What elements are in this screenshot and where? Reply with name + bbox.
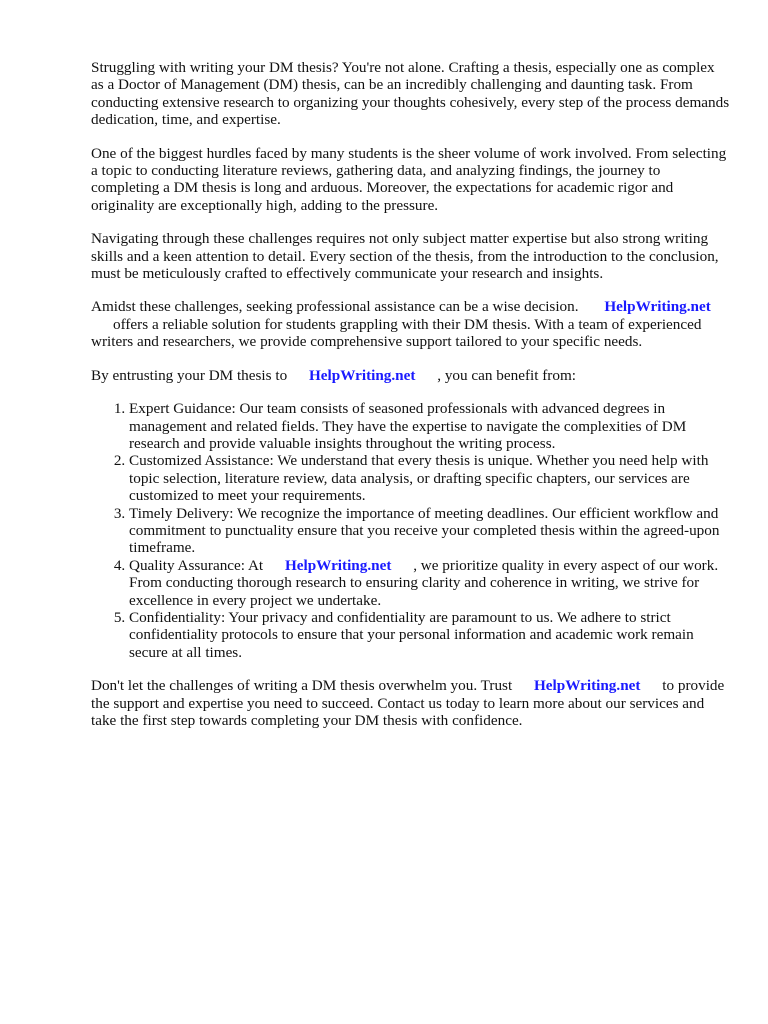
list-item: 1. Expert Guidance: Our team consists of seasoned professionals with advanced degrees in management and related fields. They have the expertise to navigate the complexities of DM research and provide valuable insights throughout the writing process.: [129, 400, 731, 452]
challenges-paragraph: Navigating through these challenges requires not only subject matter expertise but also strong writing skills and a keen attention to detail. Every section of the thesis, from the introduction to the conclusion, must be meticulously crafted to effectively communicate your research and insights.: [91, 230, 719, 283]
list-item: 5. Confidentiality: Your privacy and confidentiality are paramount to us. We adhere to strict confidentiality protocols to ensure that your personal information and academic work remain secure at all times.: [129, 609, 731, 661]
helpwriting-link[interactable]: HelpWriting.net: [284, 556, 392, 574]
document-body: [91, 59, 731, 745]
benefit-intro-paragraph: [91, 367, 731, 384]
list-item: [129, 557, 731, 609]
assistance-paragraph: [91, 298, 731, 350]
closing-text-before: Don't let the challenges of writing a DM thesis overwhelm you. Trust: [91, 677, 513, 695]
helpwriting-link[interactable]: HelpWriting.net: [308, 366, 416, 384]
helpwriting-link[interactable]: HelpWriting.net: [604, 298, 711, 316]
benefit-intro-before: By entrusting your DM thesis to: [91, 366, 288, 384]
benefits-list: [91, 400, 731, 661]
assistance-text-after: offers a reliable solution for students grappling with their DM thesis. With a team of experienced writers and researchers, we provide comprehensive support tailored to your specific needs.: [91, 315, 702, 351]
list-item: 2. Customized Assistance: We understand that every thesis is unique. Whether you need help with topic selection, literature review, data analysis, or drafting specific chapters, our services are customized to meet your requirements.: [129, 452, 731, 504]
quality-text-after: , we prioritize quality in every aspect of our work. From conducting thorough research to ensuring clarity and coherence in writing, we strive for excellence in every project we undertake.: [129, 556, 719, 609]
closing-text-after: to provide the support and expertise you need to succeed. Contact us today to learn more about our services and take the first step towards completing your DM thesis with confidence.: [91, 677, 725, 729]
helpwriting-link[interactable]: HelpWriting.net: [533, 677, 641, 695]
intro-paragraph: Struggling with writing your DM thesis? You're not alone. Crafting a thesis, especially one as complex as a Doctor of Management (DM) thesis, can be an incredibly challenging and daunting task. From conducting extensive research to organizing your thoughts cohesively, every step of the process demands dedication, time, and expertise.: [91, 59, 730, 129]
list-item: 3. Timely Delivery: We recognize the importance of meeting deadlines. Our efficient workflow and commitment to punctuality ensure that you receive your completed thesis within the agreed-upon timeframe.: [129, 505, 731, 557]
benefit-intro-after: , you can benefit from:: [437, 366, 576, 384]
hurdles-paragraph: One of the biggest hurdles faced by many students is the sheer volume of work involved. From selecting a topic to conducting literature reviews, gathering data, and analyzing findings, the journey to completing a DM thesis is long and arduous. Moreover, the expectations for academic rigor and originality are exceptionally high, adding to the pressure.: [91, 144, 727, 214]
assistance-text-before: Amidst these challenges, seeking professional assistance can be a wise decision.: [91, 298, 579, 316]
quality-text-before: Quality Assurance: At: [129, 556, 264, 574]
closing-paragraph: [91, 677, 731, 729]
